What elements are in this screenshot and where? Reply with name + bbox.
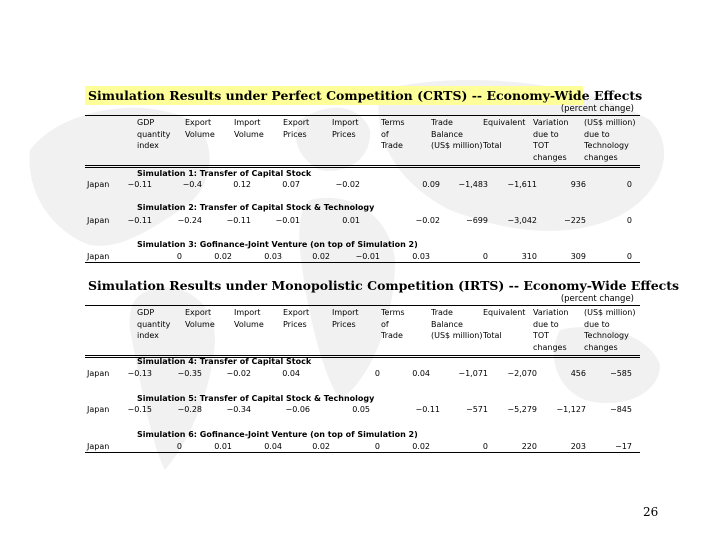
column-header: Import Prices: [332, 308, 359, 329]
value-cell: −585: [610, 369, 632, 378]
column-header: Export Volume: [185, 118, 215, 139]
country-cell: Japan: [87, 216, 110, 225]
value-cell: −5,279: [507, 405, 537, 414]
crts-table: [85, 86, 643, 266]
value-cell: −571: [466, 405, 488, 414]
column-header: Variation due to TOT changes: [533, 118, 569, 162]
column-header: Terms of Trade: [381, 308, 405, 340]
value-cell: 0.02: [412, 442, 430, 451]
value-cell: −1,071: [458, 369, 488, 378]
value-cell: 310: [521, 252, 537, 261]
value-cell: 0.04: [412, 369, 430, 378]
column-header: Import Prices: [332, 118, 359, 139]
value-cell: 0.03: [264, 252, 282, 261]
header-rule: [85, 165, 640, 168]
country-cell: Japan: [87, 252, 110, 261]
value-cell: −0.06: [285, 405, 310, 414]
unit-note: (percent change): [560, 294, 634, 304]
value-cell: −0.34: [226, 405, 251, 414]
value-cell: −1,127: [556, 405, 586, 414]
value-cell: −225: [564, 216, 586, 225]
simulation-label: Simulation 6: Gofinance-Joint Venture (on top of Simulation 2): [137, 430, 418, 439]
value-cell: 0.07: [282, 180, 300, 189]
page-number: 26: [643, 505, 659, 519]
value-cell: 0.01: [214, 442, 232, 451]
value-cell: −0.02: [415, 216, 440, 225]
column-header: Terms of Trade: [381, 118, 405, 150]
simulation-label: Simulation 5: Transfer of Capital Stock & Technology: [137, 394, 375, 403]
country-cell: Japan: [87, 180, 110, 189]
value-cell: −0.02: [226, 369, 251, 378]
value-cell: 0: [482, 442, 488, 451]
value-cell: 309: [570, 252, 586, 261]
column-header: (US$ million) due to Technology changes: [584, 308, 636, 352]
table-bottom-rule: [85, 262, 640, 263]
country-cell: Japan: [87, 442, 110, 451]
table-bottom-rule: [85, 452, 640, 453]
table-top-rule: [85, 305, 640, 306]
value-cell: 0.09: [422, 180, 440, 189]
value-cell: 0.01: [342, 216, 360, 225]
column-header: Trade Balance (US$ million): [431, 308, 483, 340]
country-cell: Japan: [87, 405, 110, 414]
value-cell: −0.24: [177, 216, 202, 225]
column-header: GDP quantity index: [137, 308, 171, 340]
value-cell: 203: [570, 442, 586, 451]
column-header: Import Volume: [234, 118, 264, 139]
value-cell: 0: [374, 369, 380, 378]
column-header: Export Prices: [283, 118, 310, 139]
value-cell: 0: [482, 252, 488, 261]
column-header: Trade Balance (US$ million): [431, 118, 483, 150]
value-cell: −0.11: [127, 180, 152, 189]
irts-table: [85, 276, 680, 456]
table-title: Simulation Results under Perfect Competition (CRTS) -- Economy-Wide Effects: [85, 86, 583, 105]
value-cell: −2,070: [507, 369, 537, 378]
value-cell: 0: [626, 252, 632, 261]
value-cell: 0.04: [282, 369, 300, 378]
simulation-label: Simulation 1: Transfer of Capital Stock: [137, 169, 312, 178]
column-header: Import Volume: [234, 308, 264, 329]
value-cell: −0.02: [335, 180, 360, 189]
value-cell: −0.4: [182, 180, 202, 189]
column-header: GDP quantity index: [137, 118, 171, 150]
value-cell: 0.02: [312, 252, 330, 261]
value-cell: 0: [176, 252, 182, 261]
value-cell: 456: [570, 369, 586, 378]
table-title: Simulation Results under Monopolistic Competition (IRTS) -- Economy-Wide Effects: [88, 278, 680, 293]
value-cell: −0.11: [415, 405, 440, 414]
column-header: (US$ million) due to Technology changes: [584, 118, 636, 162]
value-cell: 0: [176, 442, 182, 451]
column-header: Export Prices: [283, 308, 310, 329]
value-cell: 0.03: [412, 252, 430, 261]
value-cell: −0.15: [127, 405, 152, 414]
simulation-label: Simulation 2: Transfer of Capital Stock & Technology: [137, 203, 375, 212]
value-cell: 0.02: [312, 442, 330, 451]
value-cell: −0.35: [177, 369, 202, 378]
value-cell: 220: [521, 442, 537, 451]
value-cell: 0: [626, 216, 632, 225]
simulation-label: Simulation 3: Gofinance-Joint Venture (on top of Simulation 2): [137, 240, 418, 249]
value-cell: 0: [374, 442, 380, 451]
value-cell: −699: [466, 216, 488, 225]
value-cell: −0.11: [127, 216, 152, 225]
value-cell: 0.05: [352, 405, 370, 414]
value-cell: −17: [615, 442, 632, 451]
table-top-rule: [85, 115, 640, 116]
value-cell: 0: [626, 180, 632, 189]
simulation-label: Simulation 4: Transfer of Capital Stock: [137, 357, 312, 366]
value-cell: 936: [570, 180, 586, 189]
value-cell: −0.11: [226, 216, 251, 225]
column-header: Equivalent Total: [483, 308, 526, 340]
value-cell: −0.01: [275, 216, 300, 225]
value-cell: 0.12: [233, 180, 251, 189]
column-header: Export Volume: [185, 308, 215, 329]
column-header: Variation due to TOT changes: [533, 308, 569, 352]
value-cell: −0.13: [127, 369, 152, 378]
value-cell: 0.04: [264, 442, 282, 451]
country-cell: Japan: [87, 369, 110, 378]
value-cell: 0.02: [214, 252, 232, 261]
value-cell: −3,042: [507, 216, 537, 225]
value-cell: −0.28: [177, 405, 202, 414]
value-cell: −845: [610, 405, 632, 414]
value-cell: −0.01: [355, 252, 380, 261]
value-cell: −1,483: [458, 180, 488, 189]
value-cell: −1,611: [507, 180, 537, 189]
column-header: Equivalent Total: [483, 118, 526, 150]
unit-note: (percent change): [560, 104, 634, 114]
